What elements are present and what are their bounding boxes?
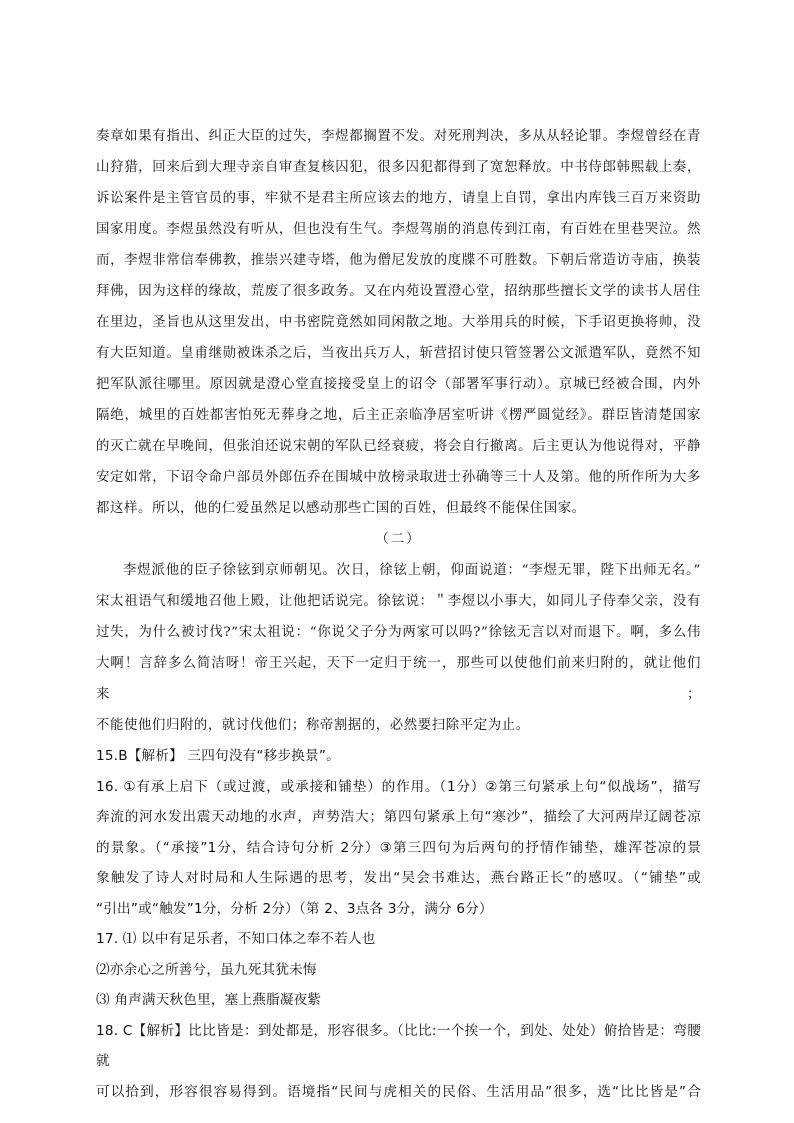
passage-line: 拜佛，因为这样的缘故，荒废了很多政务。又在内苑设置澄心堂，招纳那些擅长文学的读书人居住 (96, 284, 701, 299)
answer-line: 的景象。（“承接”1分，结合诗句分析 2分）③第三四句为后两句的抒情作铺垫，雄浑苍凉的景 (96, 839, 701, 856)
passage-line: 大啊！言辞多么简洁呀！帝王兴起，天下一定归于统一，那些可以使他们前来归附的，就让他们来； (96, 656, 701, 702)
answer-16 (96, 772, 701, 925)
passage-two (96, 555, 701, 741)
answer-line: 可以拾到，形容很容易得到。语境指“民间与虎相关的民俗、生活用品”很多，选“比比皆是”合 (96, 1083, 701, 1100)
passage-line: 隔绝，城里的百姓都害怕死无葬身之地，后主正亲临净居室听讲《楞严圆觉经》。群臣皆清楚国家 (96, 408, 701, 423)
passage-line: 山狩猎，回来后到大理寺亲自审查复核囚犯，很多囚犯都得到了宽恕释放。中书侍郎韩熙载上奏， (96, 160, 701, 175)
passage-line: 在里边，圣旨也从这里发出，中书密院竟然如同闲散之地。大举用兵的时候，下手诏更换将帅，没 (96, 315, 701, 330)
passage-line: 李煜派他的臣子徐铉到京师朝见。次日，徐铉上朝，仰面说道：“李煜无罪，陛下出师无名。” (123, 563, 701, 578)
passage-line: 有大臣知道。皇甫继勋被诛杀之后，当夜出兵万人，斩营招讨使只管签署公文派遣军队，竟然不知 (96, 346, 701, 361)
answer-line: 18. C【解析】比比皆是：到处都是，形容很多。（比比:一个挨一个，到处、处处）俯拾皆是：弯腰就 (96, 1022, 701, 1069)
section-heading: （二） (375, 532, 422, 547)
passage-line: 把军队派往哪里。原因就是澄心堂直接接受皇上的诏令（部署军事行动）。京城已经被合围，内外 (96, 377, 701, 392)
answer-17 (96, 924, 701, 1016)
answer-section (96, 741, 701, 1107)
passage-line: 而，李煜非常信奉佛教，推崇兴建寺塔，他为僧尼发放的度牒不可胜数。下朝后常造访寺庙，换装 (96, 253, 701, 268)
answer-15: 15.B【解析】 三四句没有“移步换景”。 (96, 748, 340, 764)
passage-line: 过失，为什么被讨伐?”宋太祖说：“你说父子分为两家可以吗?”徐铉无言以对而退下。啊，多么伟 (96, 625, 701, 640)
passage-line: 的灭亡就在早晚间，但张洎还说宋朝的军队已经衰疲，将会自行撤离。后主更认为他说得对，平静 (96, 439, 701, 454)
answer-18 (96, 1016, 701, 1108)
passage-line: 奏章如果有指出、纠正大臣的过失，李煜都搁置不发。对死刑判决，多从从轻论罪。李煜曾经在青 (96, 129, 701, 144)
answer-line: “引出”或“触发”1分，分析 2分）（第 2、3点各 3分，满分 6分） (96, 900, 493, 917)
passage-line: 都这样。所以，他的仁爱虽然足以感动那些亡国的百姓，但最终不能保住国家。 (96, 501, 586, 516)
answer-line: 象触发了诗人对时局和人生际遇的思考，发出“吴会书难达，燕台路正长”的感叹。（“铺垫”或 (96, 870, 701, 886)
document-content (96, 121, 701, 1107)
passage-line: 安定如常，下诏令命户部员外郎伍乔在围城中放榜录取进士孙确等三十人及第。他的所作所为大多 (96, 470, 701, 485)
answer-line: 奔流的河水发出震天动地的水声，声势浩大；第四句紧承上句“寒沙”，描绘了大河两岸辽阔苍凉 (96, 809, 701, 825)
answer-line: 16. ①有承上启下（或过渡，或承接和铺垫）的作用。（1分）②第三句紧承上句“似战场”，描写 (96, 778, 701, 795)
answer-line: ⑵亦余心之所善兮，虽九死其犹未悔 (96, 961, 317, 978)
passage-one (96, 121, 701, 524)
passage-line: 诉讼案件是主管官员的事，牢狱不是君主所应该去的地方，请皇上自罚，拿出内库钱三百万来资助 (96, 191, 701, 206)
passage-line: 不能使他们归附的，就讨伐他们；称帝割据的，必然要扫除平定为止。 (96, 718, 530, 733)
passage-line: 宋太祖语气和缓地召他上殿，让他把话说完。徐铉说：＂李煜以小事大，如同儿子侍奉父亲，没有 (96, 594, 701, 609)
answer-line: ⑶ 角声满天秋色里，塞上燕脂凝夜紫 (96, 992, 322, 1008)
answer-line: 17. ⑴ 以中有足乐者，不知口体之奉不若人也 (96, 931, 376, 947)
passage-line: 国家用度。李煜虽然没有听从，但也没有生气。李煜驾崩的消息传到江南，有百姓在里巷哭泣。然 (96, 222, 701, 237)
